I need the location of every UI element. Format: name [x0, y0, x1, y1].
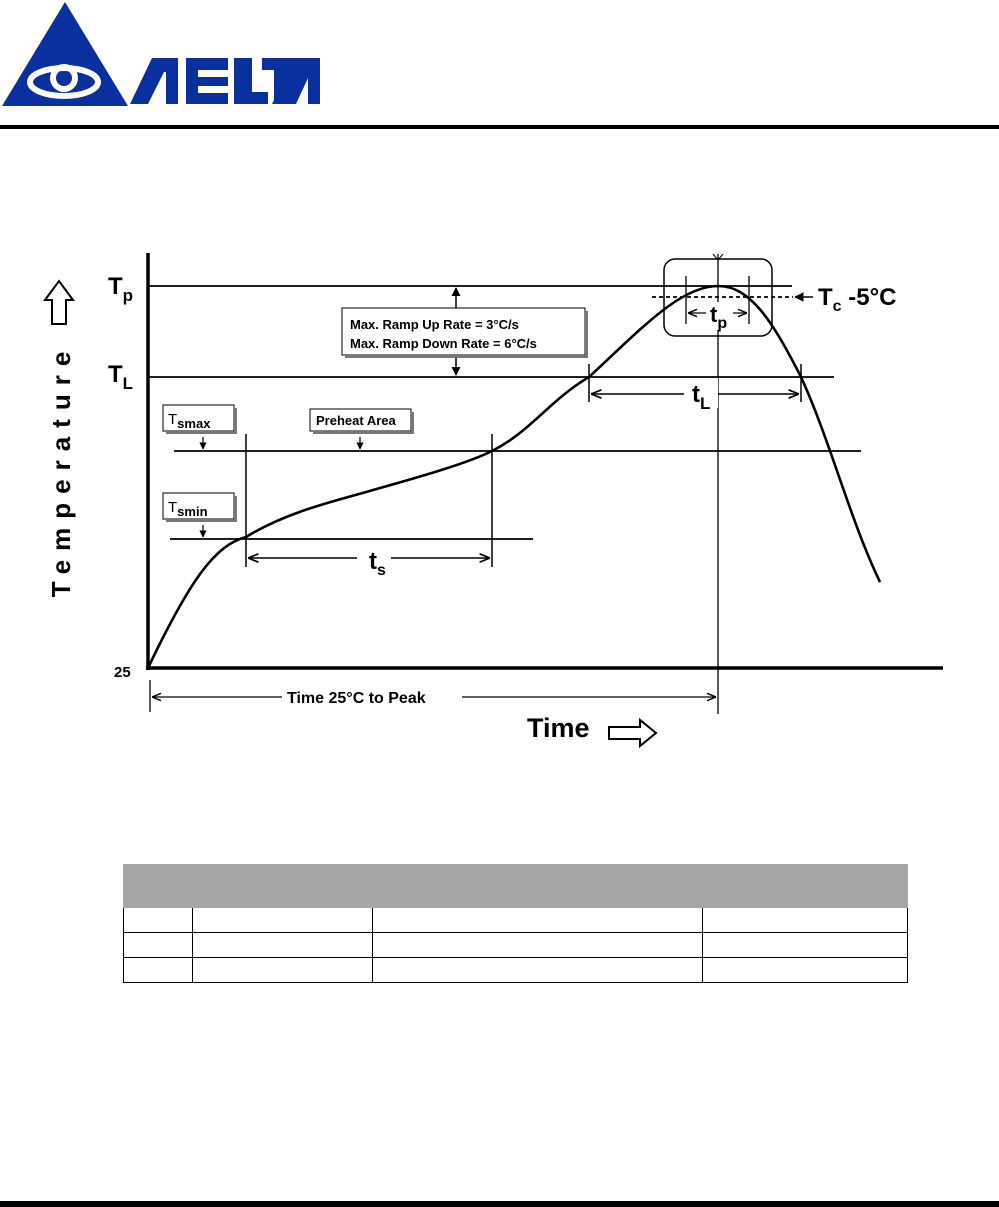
delta-logo — [0, 0, 320, 112]
tl-level-label: $T_L$ — [108, 361, 134, 393]
reflow-profile-diagram — [0, 240, 999, 760]
tsmin-label: Tsmin — [168, 499, 208, 519]
table-row — [124, 933, 908, 958]
delta-wordmark — [130, 58, 320, 104]
delta-triangle-mark — [2, 2, 128, 106]
y-axis-arrow-icon — [45, 281, 73, 324]
x-axis-label: Time — [527, 713, 590, 743]
table-cell — [703, 958, 908, 983]
footer-rule — [0, 1201, 999, 1207]
tsmax-label: Tsmax — [168, 411, 211, 431]
table-cell — [124, 933, 193, 958]
preheat-area-label: Preheat Area — [316, 413, 396, 428]
tc-level-label: $T_c$ -5°C — [818, 284, 897, 315]
table-cell — [372, 933, 703, 958]
ramp-down-rate-text: Max. Ramp Down Rate = 6°C/s — [350, 336, 537, 351]
table-cell — [703, 908, 908, 933]
table-row — [124, 958, 908, 983]
table-header-cell — [192, 865, 372, 908]
table-cell — [703, 933, 908, 958]
x-axis-arrow-icon — [609, 720, 656, 746]
table-cell — [124, 908, 193, 933]
y-axis-min-label: 25 — [114, 664, 131, 681]
table-cell — [372, 958, 703, 983]
table-cell — [192, 908, 372, 933]
y-axis-label: Temperature — [46, 342, 76, 598]
tp-interval-label: $t_p$ — [710, 302, 728, 332]
ts-interval-label: $t_s$ — [369, 548, 386, 579]
header-rule — [0, 125, 999, 129]
table-header-row — [124, 865, 908, 908]
tl-interval-label: $t_L$ — [692, 381, 711, 413]
profile-table — [123, 864, 908, 983]
table-header-cell — [703, 865, 908, 908]
table-header-cell — [372, 865, 703, 908]
table-cell — [372, 908, 703, 933]
table-cell — [192, 958, 372, 983]
ramp-up-rate-text: Max. Ramp Up Rate = 3°C/s — [350, 317, 519, 332]
table-cell — [192, 933, 372, 958]
table-row — [124, 908, 908, 933]
time-to-peak-label: Time 25°C to Peak — [287, 690, 426, 707]
table-header-cell — [124, 865, 193, 908]
tp-level-label: $T_p$ — [108, 273, 134, 305]
table-cell — [124, 958, 193, 983]
